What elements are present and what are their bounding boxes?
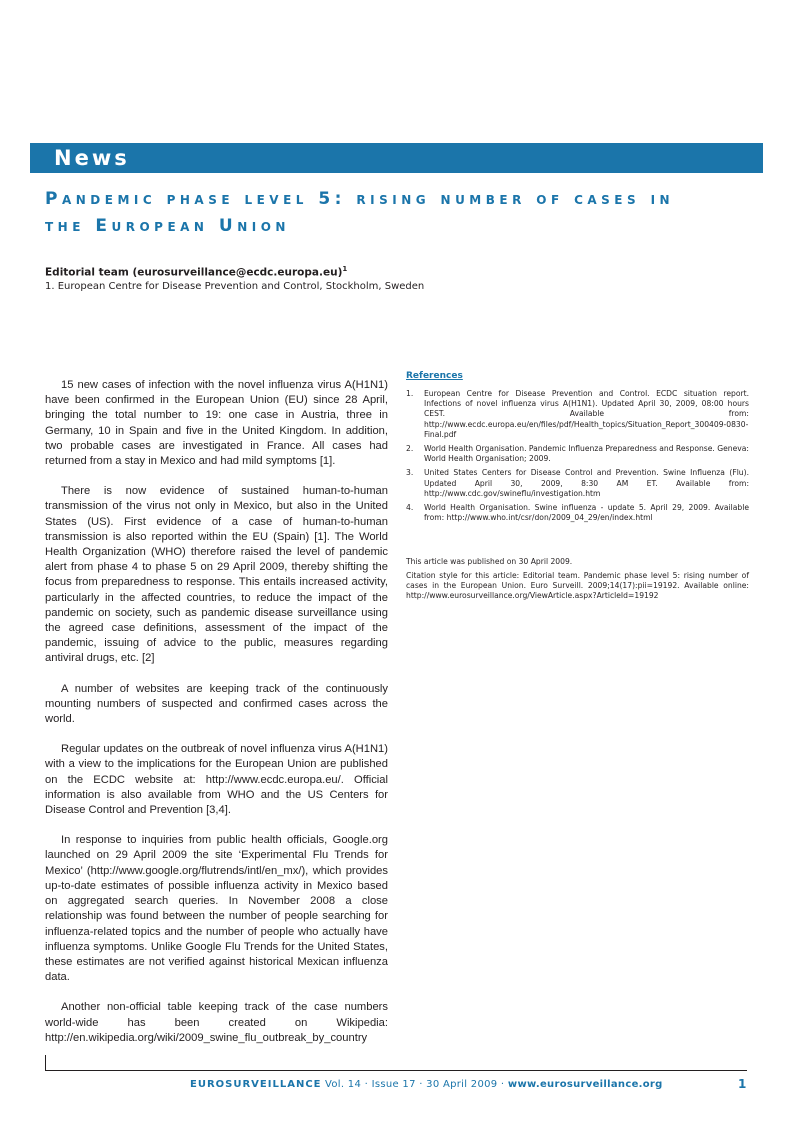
- body-paragraph: In response to inquiries from public health officials, Google.org launched on 29 April 2009 the site ‘Experimental Flu Trends for Mexico’ (http://www.google.org/flutrends/intl/en_mx/), which provides up-to-date estimates of possible influenza activity in Mexico based on aggregated search queries. In November 2008 a close relationship was found between the number of people searching for influenza-related topics and the number of people who actually have influenza symptoms. Unlike Google Flu Trends for the United States, these estimates are not verified against historical Mexican influenza data.: [45, 834, 388, 984]
- body-paragraph: 15 new cases of infection with the novel influenza virus A(H1N1) have been confirmed in the European Union (EU) since 28 April, bringing the total number to 19: one case in Austria, three in Germany, 10 in Spain and five in the United Kingdom. In addition, two probable cases are investigated in France. All cases had returned from a stay in Mexico and had mild symptoms [1].: [45, 379, 388, 468]
- author-name: Editorial team (eurosurveillance@ecdc.europa.eu): [45, 266, 343, 279]
- footer-journal: EUROSURVEILLANCE: [190, 1079, 322, 1090]
- reference-item: [406, 444, 749, 464]
- author-affiliation-marker: 1: [342, 265, 348, 273]
- reference-text: United States Centers for Disease Control and Prevention. Swine Influenza (Flu). Updated April 30, 2009, 8:30 AM ET. Available from: http://www.cdc.gov/swineflu/investigation.htm: [424, 468, 749, 498]
- article-title: [45, 186, 745, 240]
- reference-item: [406, 468, 749, 499]
- reference-number: 2.: [406, 444, 414, 454]
- publication-note: This article was published on 30 April 2009.: [406, 557, 573, 567]
- body-paragraph: Regular updates on the outbreak of novel influenza virus A(H1N1) with a view to the implications for the European Union are published on the ECDC website at: http://www.ecdc.europa.eu/. Official information is also available from WHO and the US Centers for Disease Control and Prevention [3,4].: [45, 743, 388, 817]
- reference-text: World Health Organisation. Swine influenza - update 5. April 29, 2009. Available from: http://www.who.int/csr/don/2009_04_29/en/index.html: [424, 503, 749, 523]
- references-list: [406, 389, 749, 523]
- page-number: 1: [738, 1077, 747, 1091]
- author-line: [45, 265, 347, 279]
- footer-issue: Vol. 14 · Issue 17 · 30 April 2009 ·: [324, 1079, 505, 1090]
- references-column: [406, 371, 749, 601]
- reference-text: European Centre for Disease Prevention and Control. ECDC situation report. Infections of novel influenza virus A(H1N1). Updated April 30, 2009, 08:00 hours CEST. Available from: http://www.ecdc.europa.eu/en/files/pdf/Health_topics/Situation_Report_300409-0830-Final.pdf: [424, 389, 749, 439]
- footer-url[interactable]: www.eurosurveillance.org: [507, 1079, 663, 1090]
- affiliation: 1. European Centre for Disease Prevention and Control, Stockholm, Sweden: [45, 281, 425, 292]
- article-title-line-1: Pandemic phase level 5: rising number of cases in: [45, 189, 675, 209]
- footer-rule: [45, 1070, 747, 1071]
- footer: [190, 1079, 663, 1090]
- section-label: News: [54, 146, 130, 170]
- reference-number: 3.: [406, 468, 414, 478]
- article-title-line-2: the European Union: [45, 216, 290, 236]
- reference-text: World Health Organisation. Pandemic Influenza Preparedness and Response. Geneva: World Health Organisation; 2009.: [424, 444, 749, 464]
- article-body: [45, 378, 388, 1061]
- reference-item: [406, 503, 749, 523]
- reference-number: 4.: [406, 503, 414, 513]
- reference-item: [406, 389, 749, 440]
- references-heading: References: [406, 371, 463, 381]
- body-paragraph: A number of websites are keeping track of the continuously mounting numbers of suspected and confirmed cases across the world.: [45, 682, 388, 726]
- reference-number: 1.: [406, 389, 414, 398]
- body-paragraph: Another non-official table keeping track of the case numbers world-wide has been created on Wikipedia: http://en.wikipedia.org/wiki/2009_swine_flu_outbreak_by_country: [45, 1001, 388, 1044]
- section-banner: [30, 143, 763, 173]
- citation-note: Citation style for this article: Editorial team. Pandemic phase level 5: rising number of cases in the European Union. Euro Surveill. 2009;14(17):pii=19192. Available online: http://www.eurosurveillance.org/ViewArticle.aspx?ArticleId=19192: [406, 571, 749, 601]
- footer-rule-tick: [45, 1055, 46, 1071]
- body-paragraph: There is now evidence of sustained human-to-human transmission of the virus not only in Mexico, but also in the United States (US). First evidence of a case of human-to-human transmission is also reported within the EU (Spain) [1]. The World Health Organization (WHO) therefore raised the level of pandemic alert from phase 4 to phase 5 on 29 April 2009, thereby shifting the focus from preparedness to response. This entails increased activity, particularly in the affected countries, to reduce the impact of the pandemic on society, such as pandemic disease surveillance using the agreed case definitions, assessment of the impact of the pandemic, issuing of advice to the public, measures regarding antiviral drugs, etc. [2]: [45, 485, 388, 665]
